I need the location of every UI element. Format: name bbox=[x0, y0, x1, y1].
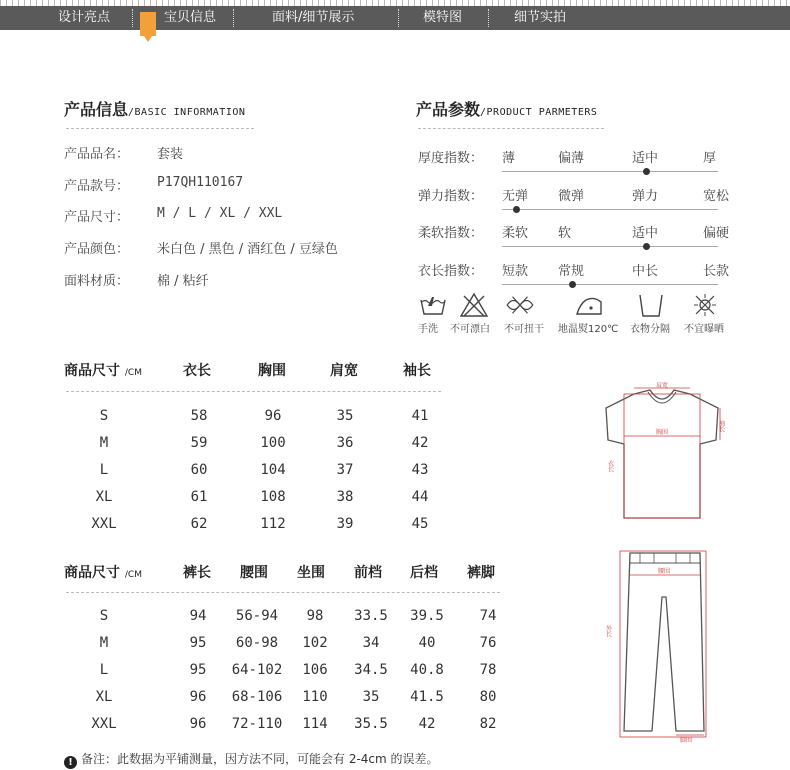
top-header: 肩宽 bbox=[330, 363, 358, 379]
table-cell: 41 bbox=[411, 408, 429, 424]
hand-wash-icon bbox=[418, 292, 448, 318]
table-cell: 95 bbox=[189, 635, 207, 651]
table-cell: 110 bbox=[302, 689, 328, 705]
pants-label-waist: 腰围 bbox=[658, 568, 671, 575]
top-header: 胸围 bbox=[258, 363, 286, 379]
table-title: 商品尺寸 bbox=[64, 363, 120, 379]
care-label: 衣物分隔 bbox=[630, 324, 670, 335]
shirt-label-shoulder: 肩宽 bbox=[656, 382, 669, 389]
table-unit: /CM bbox=[124, 368, 142, 378]
param-option: 薄 bbox=[502, 151, 516, 166]
param-label: 弹力指数： bbox=[418, 189, 484, 204]
table-cell: 44 bbox=[411, 489, 429, 505]
param-track bbox=[502, 284, 718, 285]
info-value: 套装 bbox=[157, 147, 184, 162]
info-title-en: /BASIC INFORMATION bbox=[128, 107, 246, 118]
wash-separately-icon bbox=[636, 292, 666, 318]
table-cell: 35 bbox=[336, 408, 354, 424]
nav-item-design[interactable]: 设计亮点 bbox=[58, 10, 111, 25]
table-cell: 41.5 bbox=[410, 689, 444, 705]
table-cell: 108 bbox=[260, 489, 286, 505]
top-header: 袖长 bbox=[403, 363, 431, 379]
measurement-note bbox=[64, 750, 439, 769]
param-selected-marker bbox=[569, 281, 576, 288]
info-value: 米白色 / 黑色 / 酒红色 / 豆绿色 bbox=[157, 242, 338, 257]
table-cell: 64-102 bbox=[231, 662, 283, 678]
info-label: 产品颜色： bbox=[64, 242, 130, 257]
table-cell: 33.5 bbox=[354, 608, 388, 624]
table-cell: 96 bbox=[189, 716, 207, 732]
param-option: 软 bbox=[558, 226, 572, 241]
table-cell: 76 bbox=[479, 635, 497, 651]
param-selected-marker bbox=[513, 206, 520, 213]
shirt-diagram bbox=[600, 380, 725, 525]
param-option: 适中 bbox=[632, 226, 659, 241]
shirt-label-sleeve: 袖长 bbox=[717, 420, 725, 432]
param-label: 柔软指数： bbox=[418, 226, 484, 241]
nav-separator bbox=[132, 9, 133, 27]
care-label: 地温熨120℃ bbox=[558, 324, 619, 335]
table-cell: 40.8 bbox=[410, 662, 444, 678]
table-cell: 74 bbox=[479, 608, 497, 624]
size-label-cell: S bbox=[99, 608, 109, 624]
info-value: P17QH110167 bbox=[157, 175, 244, 190]
no-bleach-icon bbox=[459, 292, 489, 318]
care-label: 不可扭干 bbox=[504, 324, 544, 335]
table-cell: 37 bbox=[336, 462, 354, 478]
table-cell: 58 bbox=[190, 408, 208, 424]
params-title-cn: 产品参数 bbox=[416, 100, 481, 119]
warning-icon: ! bbox=[64, 756, 77, 769]
table-unit: /CM bbox=[124, 570, 142, 580]
param-option: 无弹 bbox=[502, 189, 529, 204]
param-track bbox=[502, 171, 718, 172]
table-cell: 34 bbox=[362, 635, 380, 651]
no-wring-icon bbox=[505, 292, 535, 318]
info-value: M / L / XL / XXL bbox=[157, 206, 283, 221]
table-cell: 35.5 bbox=[354, 716, 388, 732]
pants-header: 裤长 bbox=[183, 565, 211, 581]
size-label-cell: L bbox=[99, 462, 109, 478]
table-cell: 56-94 bbox=[235, 608, 279, 624]
nav-separator bbox=[233, 9, 234, 27]
table-cell: 42 bbox=[411, 435, 429, 451]
pants-table-title bbox=[64, 562, 142, 582]
size-label-cell: S bbox=[99, 408, 109, 424]
param-option: 弹力 bbox=[632, 189, 659, 204]
table-cell: 112 bbox=[260, 516, 286, 532]
divider bbox=[66, 391, 441, 392]
divider bbox=[418, 128, 604, 129]
table-cell: 96 bbox=[264, 408, 282, 424]
table-title: 商品尺寸 bbox=[64, 565, 120, 581]
table-cell: 106 bbox=[302, 662, 328, 678]
nav-separator bbox=[488, 9, 489, 27]
table-cell: 60 bbox=[190, 462, 208, 478]
table-cell: 96 bbox=[189, 689, 207, 705]
nav-item-info[interactable]: 宝贝信息 bbox=[164, 10, 217, 25]
table-cell: 45 bbox=[411, 516, 429, 532]
pants-header: 后档 bbox=[410, 565, 438, 581]
params-title bbox=[416, 97, 597, 120]
pants-diagram bbox=[600, 545, 725, 745]
param-option: 短款 bbox=[502, 264, 529, 279]
care-label: 不可漂白 bbox=[450, 324, 490, 335]
info-label: 面料材质： bbox=[64, 274, 130, 289]
param-track bbox=[502, 209, 718, 210]
table-cell: 35 bbox=[362, 689, 380, 705]
no-sun-icon bbox=[690, 292, 720, 318]
pants-header: 裤脚 bbox=[467, 565, 495, 581]
table-cell: 104 bbox=[260, 462, 286, 478]
nav-item-model[interactable]: 模特图 bbox=[423, 10, 463, 25]
param-option: 偏硬 bbox=[703, 226, 730, 241]
note-text: 备注：此数据为平铺测量，因方法不同，可能会有 2-4cm 的误差。 bbox=[81, 752, 439, 766]
table-cell: 68-106 bbox=[231, 689, 283, 705]
nav-active-arrow bbox=[140, 30, 156, 42]
size-label-cell: XXL bbox=[91, 716, 117, 732]
param-option: 偏薄 bbox=[558, 151, 585, 166]
care-label: 不宜曝晒 bbox=[684, 324, 724, 335]
table-cell: 34.5 bbox=[354, 662, 388, 678]
param-option: 微弹 bbox=[558, 189, 585, 204]
shirt-label-chest: 胸围 bbox=[656, 429, 669, 436]
param-option: 适中 bbox=[632, 151, 659, 166]
table-cell: 95 bbox=[189, 662, 207, 678]
table-cell: 38 bbox=[336, 489, 354, 505]
top-table-title bbox=[64, 360, 142, 380]
table-cell: 62 bbox=[190, 516, 208, 532]
table-cell: 42 bbox=[418, 716, 436, 732]
param-option: 柔软 bbox=[502, 226, 529, 241]
table-cell: 114 bbox=[302, 716, 328, 732]
size-label-cell: M bbox=[99, 435, 109, 451]
table-cell: 43 bbox=[411, 462, 429, 478]
top-header: 衣长 bbox=[183, 363, 211, 379]
param-option: 厚 bbox=[703, 151, 717, 166]
param-selected-marker bbox=[643, 168, 650, 175]
table-cell: 60-98 bbox=[235, 635, 279, 651]
param-track bbox=[502, 246, 718, 247]
table-cell: 39 bbox=[336, 516, 354, 532]
param-label: 衣长指数： bbox=[418, 264, 484, 279]
info-value: 棉 / 粘纤 bbox=[157, 274, 209, 289]
care-label: 手洗 bbox=[418, 324, 438, 335]
table-cell: 98 bbox=[306, 608, 324, 624]
param-option: 常规 bbox=[558, 264, 585, 279]
param-option: 中长 bbox=[632, 264, 659, 279]
size-label-cell: XL bbox=[95, 689, 113, 705]
divider bbox=[66, 128, 254, 129]
table-cell: 61 bbox=[190, 489, 208, 505]
pants-header: 腰围 bbox=[240, 565, 268, 581]
nav-separator bbox=[398, 9, 399, 27]
size-label-cell: M bbox=[99, 635, 109, 651]
table-cell: 72-110 bbox=[231, 716, 283, 732]
info-title bbox=[64, 97, 245, 120]
nav-bar bbox=[0, 6, 790, 30]
iron-low-icon bbox=[574, 292, 604, 318]
table-cell: 59 bbox=[190, 435, 208, 451]
nav-item-fabric[interactable]: 面料/细节展示 bbox=[272, 10, 355, 25]
param-label: 厚度指数： bbox=[418, 151, 484, 166]
table-cell: 94 bbox=[189, 608, 207, 624]
size-label-cell: XXL bbox=[91, 516, 117, 532]
param-option: 长款 bbox=[703, 264, 730, 279]
table-cell: 82 bbox=[479, 716, 497, 732]
divider bbox=[66, 592, 500, 593]
table-cell: 40 bbox=[418, 635, 436, 651]
table-cell: 36 bbox=[336, 435, 354, 451]
pants-header: 前档 bbox=[354, 565, 382, 581]
pants-label-hem: 脚围 bbox=[680, 737, 693, 744]
pants-header: 坐围 bbox=[297, 565, 325, 581]
info-label: 产品款号： bbox=[64, 179, 130, 194]
info-title-cn: 产品信息 bbox=[64, 100, 129, 119]
shirt-label-length: 衣长 bbox=[606, 460, 614, 472]
param-selected-marker bbox=[643, 243, 650, 250]
table-cell: 78 bbox=[479, 662, 497, 678]
table-cell: 100 bbox=[260, 435, 286, 451]
size-label-cell: L bbox=[99, 662, 109, 678]
info-label: 产品品名： bbox=[64, 147, 130, 162]
info-label: 产品尺寸： bbox=[64, 210, 130, 225]
table-cell: 80 bbox=[479, 689, 497, 705]
pants-label-outer: 外长 bbox=[604, 625, 612, 637]
table-cell: 102 bbox=[302, 635, 328, 651]
nav-item-detail[interactable]: 细节实拍 bbox=[514, 10, 567, 25]
param-option: 宽松 bbox=[703, 189, 730, 204]
table-cell: 39.5 bbox=[410, 608, 444, 624]
size-label-cell: XL bbox=[95, 489, 113, 505]
params-title-en: /PRODUCT PARMETERS bbox=[480, 107, 598, 118]
